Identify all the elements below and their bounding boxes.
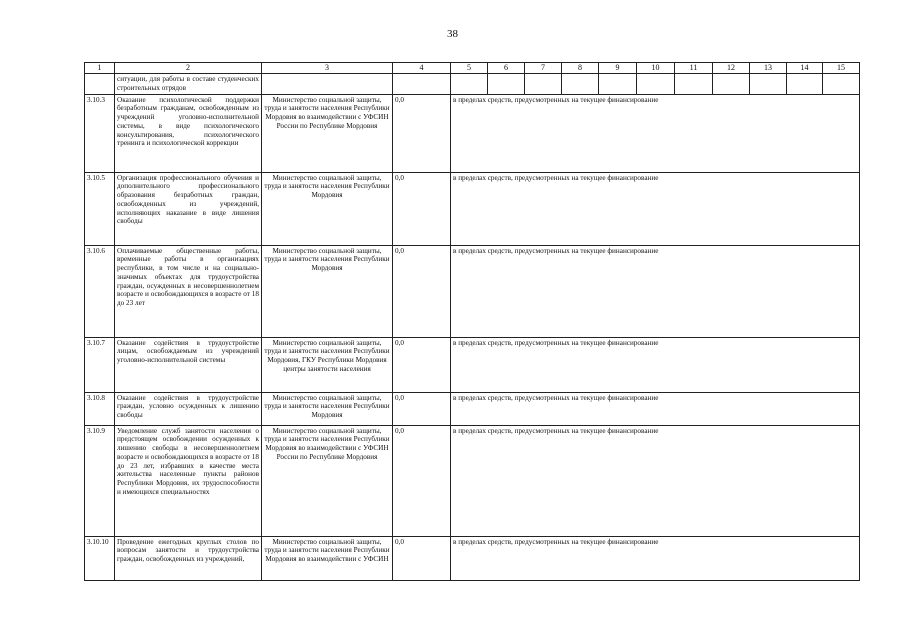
row-value: 0,0 <box>393 392 451 425</box>
row-executor: Министерство социальной защиты, труда и занятости населения Республики Мордовия <box>262 172 393 245</box>
header-cell: 15 <box>823 63 860 74</box>
header-cell: 12 <box>713 63 750 74</box>
row-value: 0,0 <box>393 94 451 172</box>
row-description: Организация профессионального обучения и дополнительного профессионального образования безработных граждан, освобожденных из учреждений, исполняющих наказание в виде лишения свободы <box>115 172 262 245</box>
row-value: 0,0 <box>393 245 451 337</box>
header-cell: 9 <box>599 63 637 74</box>
header-cell: 1 <box>85 63 115 74</box>
header-cell: 5 <box>451 63 488 74</box>
header-cell: 7 <box>525 63 562 74</box>
row-number: 3.10.9 <box>85 425 115 536</box>
row-value: 0,0 <box>393 536 451 580</box>
row-number: 3.10.3 <box>85 94 115 172</box>
row-description: Оказание содействия в трудоустройстве лицам, освобождаемым из учреждений уголовно-исполнительной системы <box>115 337 262 392</box>
row-description: Оказание психологической поддержки безработным гражданам, освобожденным из учреждений уголовно-исполнительной системы, в виде психологического консультирования, психологического тренинга и психологической коррекции <box>115 94 262 172</box>
row-executor: Министерство социальной защиты, труда и занятости населения Республики Мордовия во взаимодействии с УФСИН России по Республике Мордовия <box>262 425 393 536</box>
continuation-text: ситуации, для работы в составе студенческих строительных отрядов <box>115 74 262 95</box>
table-row <box>85 337 860 392</box>
header-cell: 10 <box>637 63 675 74</box>
num-cell <box>85 74 115 95</box>
row-description: Уведомление служб занятости населения о предстоящем освобождении осужденных к лишению свободы в несовершеннолетнем возрасте и освобождающихся в возрасте от 18 до 23 лет, избравших в качестве места жительства населенные пункты районов Республики Мордовия, их трудоспособности и имеющихся специальностях <box>115 425 262 536</box>
header-row <box>85 63 860 74</box>
header-cell: 8 <box>562 63 599 74</box>
page-number: 38 <box>447 28 458 40</box>
row-number: 3.10.7 <box>85 337 115 392</box>
row-funding-note: в пределах средств, предусмотренных на текущее финансирование <box>451 425 860 536</box>
row-executor: Министерство социальной защиты, труда и занятости населения Республики Мордовия во взаимодействии с УФСИН России по Республике Мордовия <box>262 94 393 172</box>
header-cell: 13 <box>750 63 787 74</box>
row-executor: Министерство социальной защиты, труда и занятости населения Республики Мордовия <box>262 392 393 425</box>
table-row <box>85 172 860 245</box>
header-cell: 11 <box>675 63 713 74</box>
row-description: Оказание содействия в трудоустройстве граждан, условно осужденных к лишению свободы <box>115 392 262 425</box>
table-row <box>85 425 860 536</box>
continuation-row <box>85 74 860 95</box>
table-row <box>85 245 860 337</box>
row-executor: Министерство социальной защиты, труда и занятости населения Республики Мордовия <box>262 245 393 337</box>
row-number: 3.10.5 <box>85 172 115 245</box>
row-description: Проведение ежегодных круглых столов по вопросам занятости и трудоустройства граждан, освобожденных из учреждений, <box>115 536 262 580</box>
header-cell: 2 <box>115 63 262 74</box>
row-funding-note: в пределах средств, предусмотренных на текущее финансирование <box>451 536 860 580</box>
row-funding-note: в пределах средств, предусмотренных на текущее финансирование <box>451 245 860 337</box>
table-row <box>85 94 860 172</box>
row-number: 3.10.10 <box>85 536 115 580</box>
header-cell: 4 <box>393 63 451 74</box>
header-cell: 6 <box>488 63 525 74</box>
header-cell: 14 <box>787 63 823 74</box>
row-funding-note: в пределах средств, предусмотренных на текущее финансирование <box>451 392 860 425</box>
row-funding-note: в пределах средств, предусмотренных на текущее финансирование <box>451 172 860 245</box>
row-number: 3.10.8 <box>85 392 115 425</box>
row-executor: Министерство социальной защиты, труда и занятости населения Республики Мордовия во взаимодействии с УФСИН <box>262 536 393 580</box>
table-row <box>85 536 860 580</box>
header-cell: 3 <box>262 63 393 74</box>
row-executor: Министерство социальной защиты, труда и занятости населения Республики Мордовия, ГКУ Республики Мордовия центры занятости населения <box>262 337 393 392</box>
row-number: 3.10.6 <box>85 245 115 337</box>
row-description: Оплачиваемые общественные работы, временные работы в организациях республики, в том числе и на социально-значимых объектах для трудоустройства граждан, осужденных в несовершеннолетнем возрасте и освобождающихся в возрасте от 18 до 23 лет <box>115 245 262 337</box>
table-row <box>85 392 860 425</box>
row-value: 0,0 <box>393 172 451 245</box>
program-table <box>84 62 860 581</box>
row-funding-note: в пределах средств, предусмотренных на текущее финансирование <box>451 94 860 172</box>
row-value: 0,0 <box>393 337 451 392</box>
row-value: 0,0 <box>393 425 451 536</box>
row-funding-note: в пределах средств, предусмотренных на текущее финансирование <box>451 337 860 392</box>
